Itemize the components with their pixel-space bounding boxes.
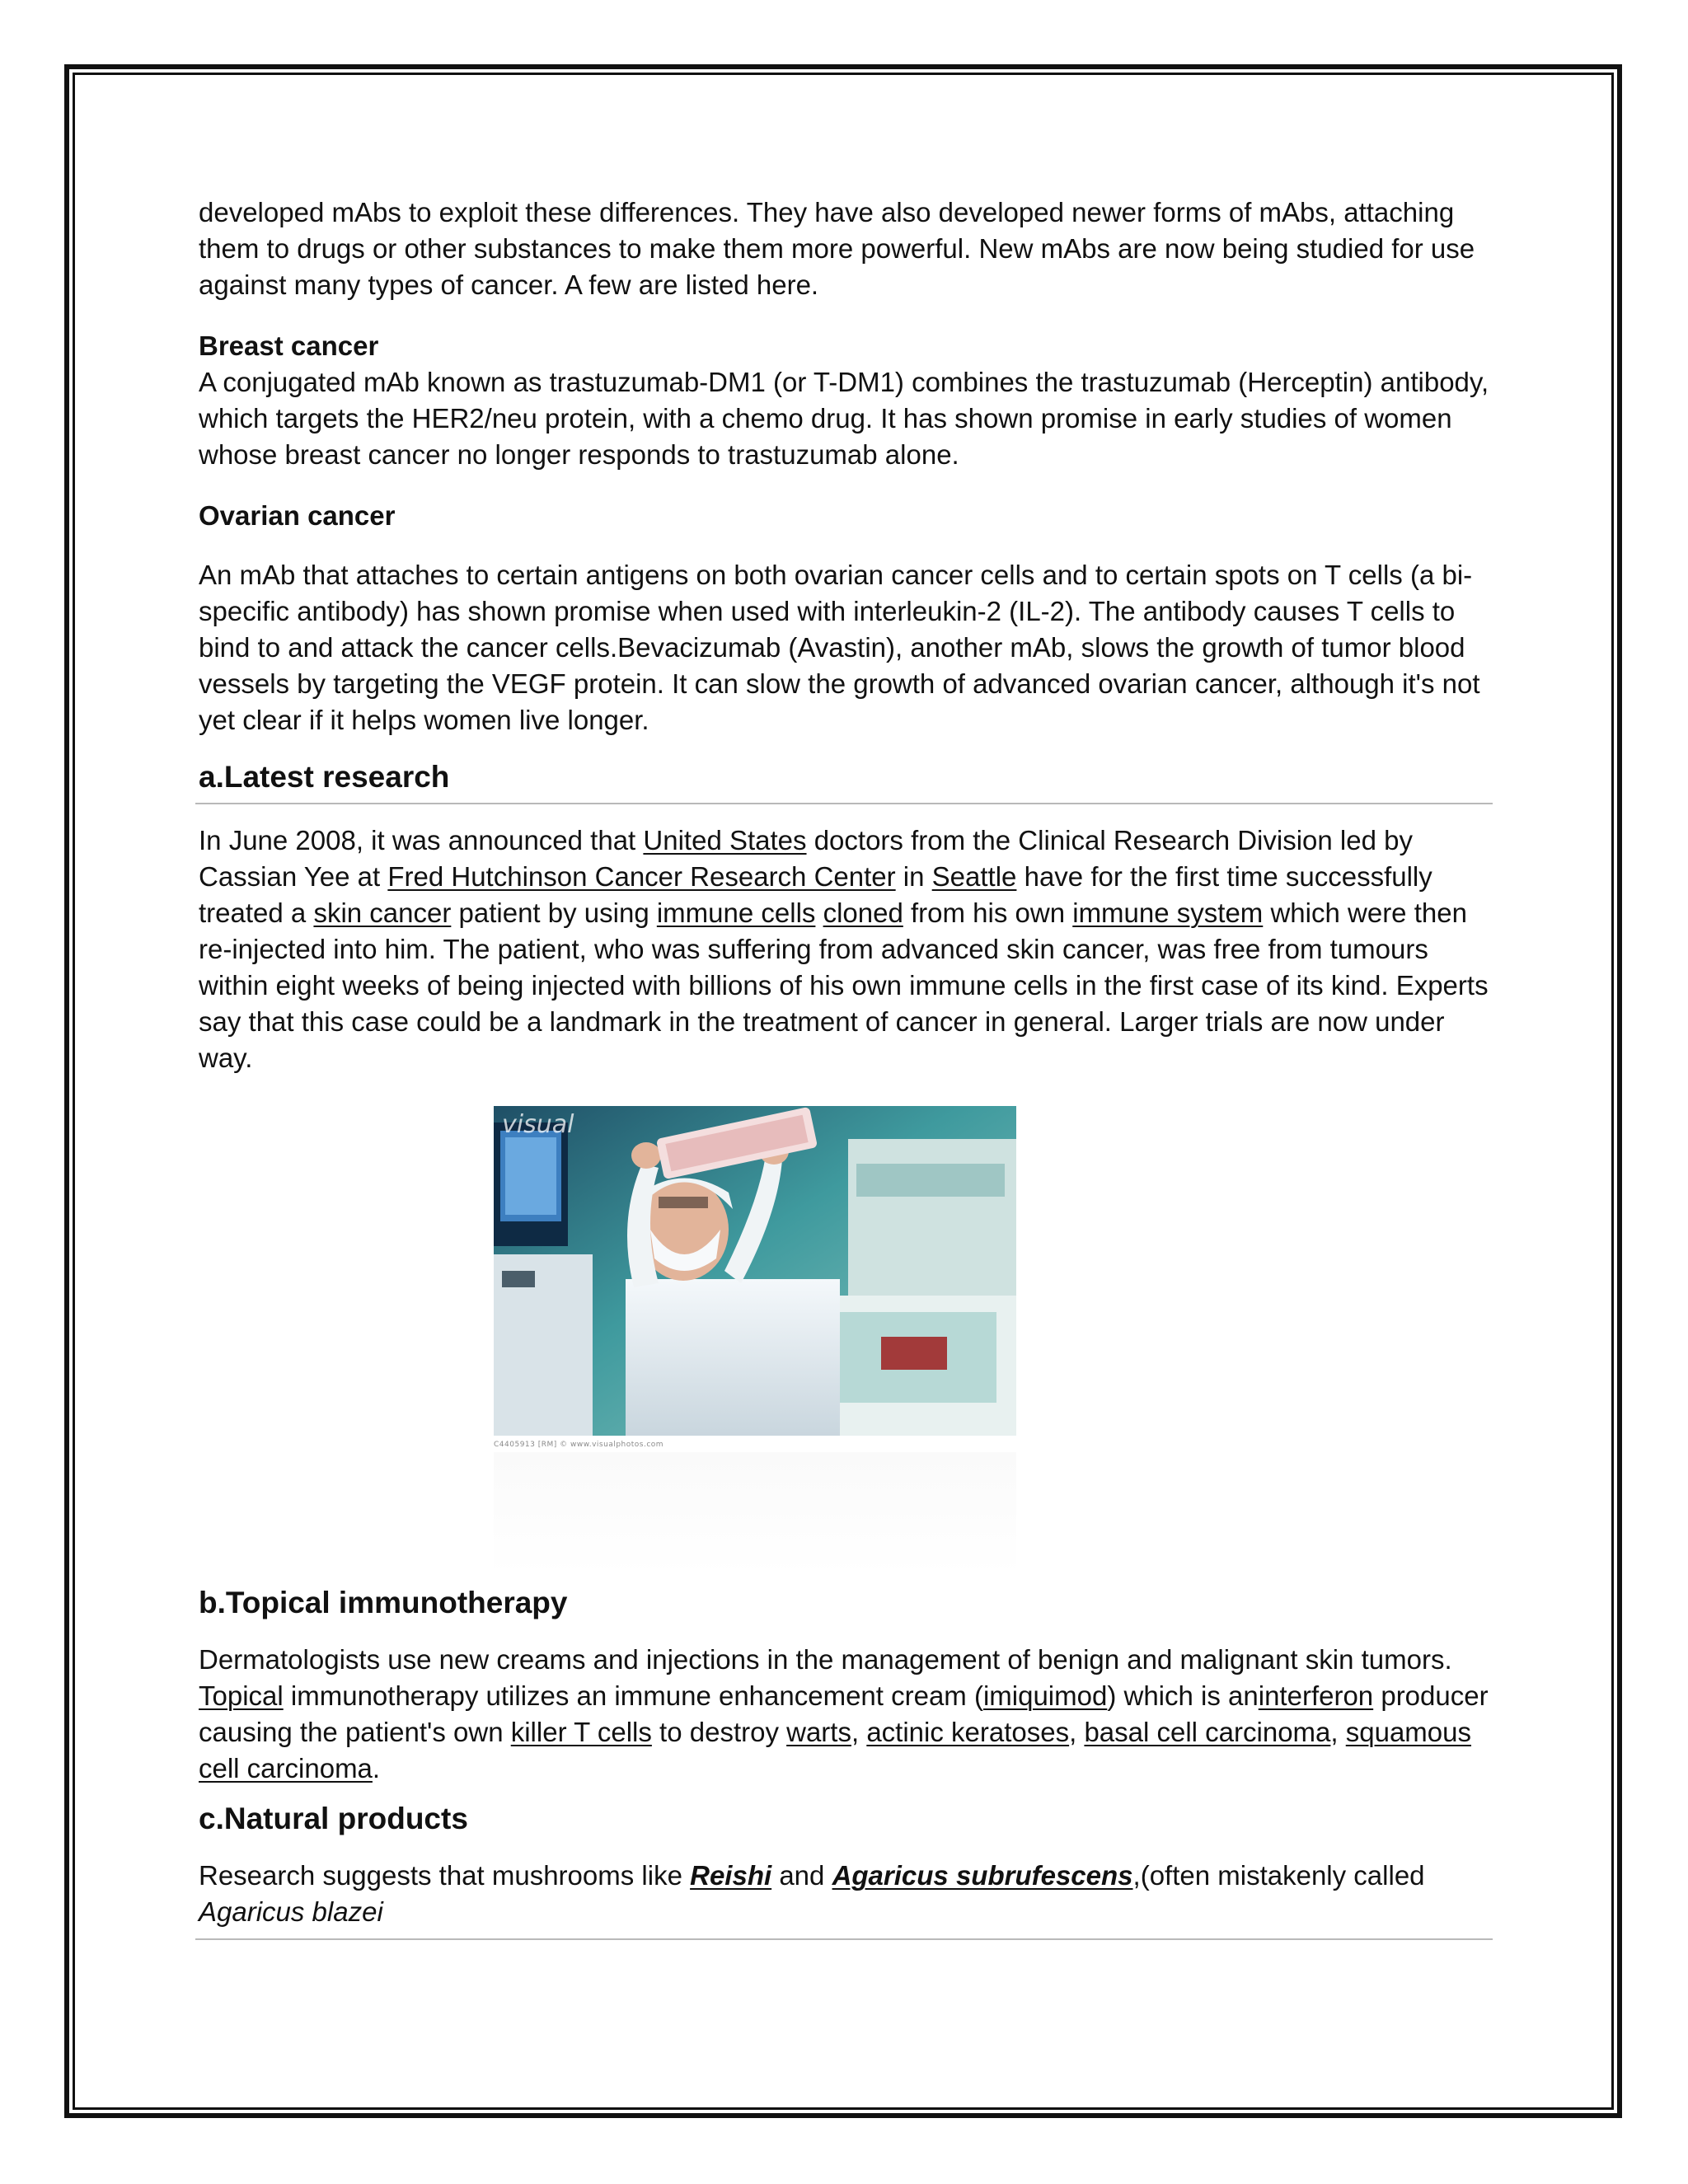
natural-products-section <box>199 1798 1493 1940</box>
document-body-lower <box>199 1582 1493 1940</box>
link-immune-system[interactable]: immune system <box>1072 898 1264 928</box>
agaricus-blazei-text: Agaricus blazei <box>199 1896 383 1927</box>
link-basal-cell-carcinoma[interactable]: basal cell carcinoma <box>1084 1717 1331 1747</box>
link-topical[interactable]: Topical <box>199 1680 284 1711</box>
section-divider-bottom <box>195 1938 1493 1940</box>
intro-paragraph: developed mAbs to exploit these differences. They have also developed newer forms of mAbs, attaching them to drugs or other substances to make them more powerful. New mAbs are now being studied for use against many types of cancer. A few are listed here. <box>199 197 1475 300</box>
text-run: and <box>771 1860 832 1891</box>
text-run: producer causing the patient's own <box>199 1680 1489 1747</box>
text-run: which were then re-injected into him. The patient, who was suffering from advanced skin cancer, was free from tumours within eight weeks of being injected with billions of his own immune cells in the first case of its kind. Experts say that this case could be a landmark in the treatment of cancer in general. Larger trials are now under way. <box>199 898 1489 1073</box>
ovarian-cancer-heading: Ovarian cancer <box>199 500 396 531</box>
link-immune-cells[interactable]: immune cells <box>656 898 816 928</box>
text-run: , <box>1330 1717 1346 1747</box>
link-actinic-keratoses[interactable]: actinic keratoses <box>866 1717 1070 1747</box>
lab-scientist-image <box>494 1106 1016 1436</box>
latest-research-paragraph <box>199 823 1493 1076</box>
text-run: Dermatologists use new creams and injections in the management of benign and malignant skin tumors. <box>199 1644 1452 1675</box>
photo-watermark: visual <box>502 1110 574 1139</box>
text-run: ,(often mistakenly called <box>1132 1860 1425 1891</box>
text-run: In June 2008, it was announced that <box>199 825 644 855</box>
photo-shadow <box>494 1452 1016 1576</box>
latest-research-section <box>199 757 1493 1076</box>
text-run: immunotherapy utilizes an immune enhancement cream ( <box>283 1680 983 1711</box>
text-run: in <box>895 861 932 892</box>
document-body <box>199 194 1493 1076</box>
text-run: , <box>851 1717 867 1747</box>
link-united-states[interactable]: United States <box>643 825 807 855</box>
natural-products-paragraph <box>199 1858 1493 1930</box>
link-imiquimod[interactable]: imiquimod <box>982 1680 1108 1711</box>
photo-illustration <box>494 1106 1016 1436</box>
text-run: ) which is an <box>1107 1680 1259 1711</box>
link-agaricus-subrufescens[interactable]: Agaricus subrufescens <box>832 1860 1133 1891</box>
link-cloned[interactable]: cloned <box>823 898 903 928</box>
text-run: have for the first time successfully treated a <box>199 861 1432 928</box>
link-interferon[interactable]: interferon <box>1258 1680 1374 1711</box>
link-seattle[interactable]: Seattle <box>931 861 1017 892</box>
ovarian-cancer-section <box>199 498 1493 738</box>
link-warts[interactable]: warts <box>786 1717 851 1747</box>
text-run: from his own <box>903 898 1073 928</box>
link-skin-cancer[interactable]: skin cancer <box>313 898 452 928</box>
photo-caption: C4405913 [RM] © www.visualphotos.com <box>494 1441 664 1449</box>
link-killer-t-cells[interactable]: killer T cells <box>510 1717 652 1747</box>
research-photo <box>494 1106 1016 1452</box>
breast-cancer-heading: Breast cancer <box>199 330 379 361</box>
natural-products-heading: c.Natural products <box>199 1802 468 1835</box>
latest-research-heading: a.Latest research <box>199 760 450 794</box>
link-fred-hutchinson[interactable]: Fred Hutchinson Cancer Research Center <box>387 861 896 892</box>
text-run: Research suggests that mushrooms like <box>199 1860 691 1891</box>
text-run <box>815 898 823 928</box>
link-squamous-cell-carcinoma[interactable]: squamous cell carcinoma <box>199 1717 1472 1783</box>
breast-cancer-section <box>199 328 1493 473</box>
topical-immunotherapy-paragraph <box>199 1642 1493 1787</box>
text-run: doctors from the Clinical Research Division led by Cassian Yee at <box>199 825 1413 892</box>
text-run: , <box>1069 1717 1085 1747</box>
topical-immunotherapy-section <box>199 1582 1493 1787</box>
text-run: . <box>372 1753 381 1783</box>
topical-immunotherapy-heading: b.Topical immunotherapy <box>199 1586 568 1619</box>
link-reishi[interactable]: Reishi <box>690 1860 772 1891</box>
ovarian-cancer-paragraph: An mAb that attaches to certain antigens on both ovarian cancer cells and to certain spots on T cells (a bi-specific antibody) has shown promise when used with interleukin-2 (IL-2). The antibody causes T cells to bind to and attack the cancer cells.Bevacizumab (Avastin), another mAb, slows the growth of tumor blood vessels by targeting the VEGF protein. It can slow the growth of advanced ovarian cancer, although it's not yet clear if it helps women live longer. <box>199 560 1480 735</box>
breast-cancer-paragraph: A conjugated mAb known as trastuzumab-DM1 (or T-DM1) combines the trastuzumab (Herceptin) antibody, which targets the HER2/neu protein, with a chemo drug. It has shown promise in early studies of women whose breast cancer no longer responds to trastuzumab alone. <box>199 367 1489 470</box>
text-run: patient by using <box>451 898 657 928</box>
text-run: to destroy <box>651 1717 787 1747</box>
